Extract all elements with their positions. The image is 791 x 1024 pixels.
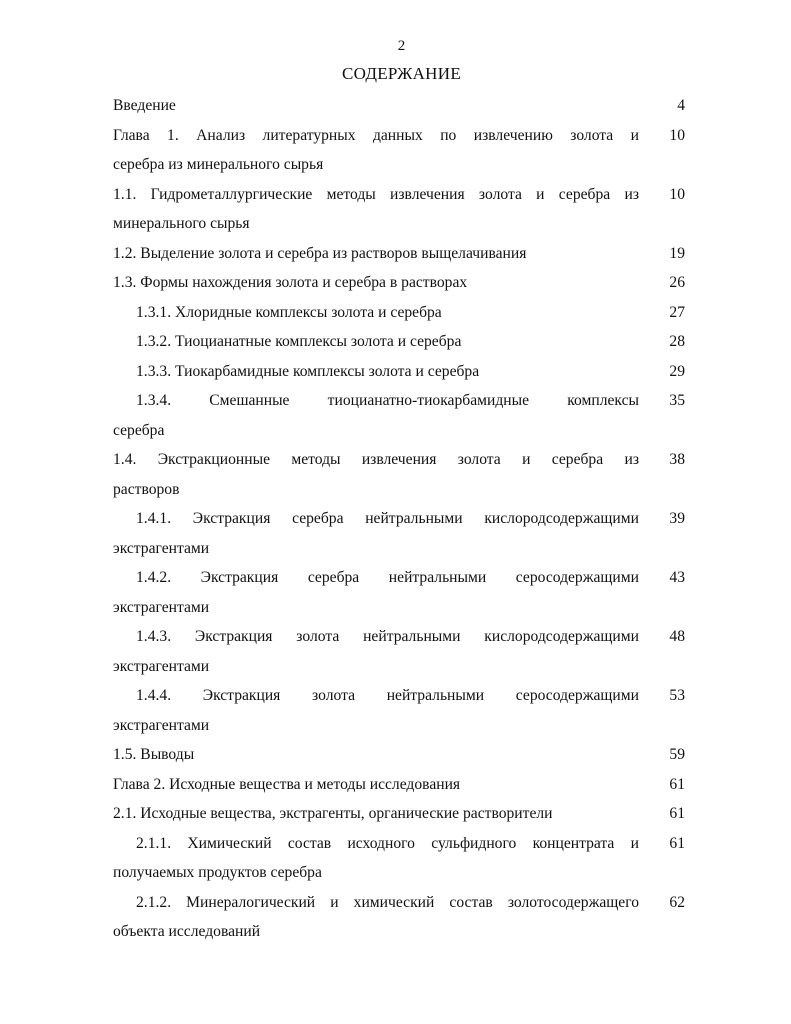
toc-entry-text: экстрагентами — [113, 598, 210, 616]
toc-entry-text: 1.4. Экстракционные методы извлечения золота и серебра из — [113, 451, 639, 468]
page-title: СОДЕРЖАНИЕ — [341, 64, 462, 83]
toc-entry-chapter-1[interactable] — [113, 121, 685, 180]
toc-entry-1-4[interactable] — [113, 445, 685, 504]
toc-page-number: 43 — [669, 569, 685, 586]
table-of-contents — [113, 91, 685, 947]
toc-entry-text: 1.2. Выделение золота и серебра из растворов выщелачивания — [113, 244, 527, 262]
toc-entry-text: 1.4.2. Экстракция серебра нейтральными серосодержащими — [136, 569, 639, 586]
toc-entry-text: 1.1. Гидрометаллургические методы извлечения золота и серебра из — [113, 185, 639, 203]
toc-page-number: 39 — [669, 510, 685, 527]
toc-entry-1-2[interactable] — [113, 239, 685, 269]
toc-entry-1-4-4[interactable] — [113, 681, 685, 740]
toc-entry-text: Глава 2. Исходные вещества и методы исследования — [113, 775, 461, 793]
toc-page-number: 10 — [669, 126, 685, 144]
toc-entry-1-3-1[interactable] — [113, 298, 685, 328]
toc-page-number: 53 — [669, 687, 685, 704]
toc-entry-text: минерального сырья — [113, 215, 250, 232]
toc-page-number: 19 — [669, 244, 685, 262]
toc-entry-text: 1.3.2. Тиоцианатные комплексы золота и серебра — [136, 333, 462, 350]
toc-entry-text: растворов — [113, 480, 180, 498]
toc-entry-chapter-2[interactable] — [113, 770, 685, 800]
toc-entry-text: серебра — [113, 421, 165, 439]
toc-entry-2-1-2[interactable] — [113, 888, 685, 947]
toc-page-number: 61 — [669, 775, 685, 793]
toc-entry-text: 2.1.1. Химический состав исходного сульфидного концентрата и — [136, 834, 639, 852]
toc-entry-text: 1.3.4. Смешанные тиоцианатно-тиокарбамидные комплексы — [136, 392, 639, 409]
toc-page-number: 27 — [669, 303, 685, 321]
toc-entry-1-1[interactable] — [113, 180, 685, 239]
toc-entry-text: объекта исследований — [113, 923, 261, 940]
toc-entry-text: 2.1. Исходные вещества, экстрагенты, органические растворители — [113, 805, 553, 822]
toc-entry-introduction[interactable] — [113, 91, 685, 121]
toc-entry-text: серебра из минерального сырья — [113, 156, 324, 173]
toc-entry-text: 1.4.3. Экстракция золота нейтральными кислородсодержащими — [136, 628, 639, 645]
toc-entry-1-3-4[interactable] — [113, 386, 685, 445]
toc-page-number: 61 — [669, 805, 685, 822]
toc-page-number: 59 — [669, 746, 685, 763]
toc-entry-1-4-3[interactable] — [113, 622, 685, 681]
toc-page-number: 26 — [669, 274, 685, 291]
toc-entry-1-3[interactable] — [113, 268, 685, 298]
toc-entry-text: Глава 1. Анализ литературных данных по извлечению золота и — [113, 126, 639, 144]
toc-page-number: 10 — [669, 185, 685, 203]
page-number: 2 — [397, 38, 406, 54]
toc-entry-text: 1.5. Выводы — [113, 746, 195, 763]
toc-page-number: 61 — [669, 834, 685, 852]
toc-entry-text: 1.3.1. Хлоридные комплексы золота и серебра — [136, 303, 442, 321]
toc-entry-text: 2.1.2. Минералогический и химический состав золотосодержащего — [136, 893, 639, 911]
toc-page-number: 38 — [669, 451, 685, 468]
toc-page-number: 4 — [677, 97, 685, 114]
toc-entry-text: экстрагентами — [113, 539, 210, 557]
toc-entry-1-5[interactable] — [113, 740, 685, 770]
toc-entry-1-4-1[interactable] — [113, 504, 685, 563]
toc-page-number: 62 — [669, 893, 685, 911]
toc-entry-text: 1.4.4. Экстракция золота нейтральными серосодержащими — [136, 687, 639, 704]
toc-entry-1-4-2[interactable] — [113, 563, 685, 622]
toc-entry-text: 1.3. Формы нахождения золота и серебра в растворах — [113, 274, 468, 291]
toc-entry-2-1[interactable] — [113, 799, 685, 829]
toc-entry-1-3-2[interactable] — [113, 327, 685, 357]
toc-entry-text: 1.3.3. Тиокарбамидные комплексы золота и серебра — [136, 362, 480, 380]
toc-entry-text: 1.4.1. Экстракция серебра нейтральными кислородсодержащими — [136, 510, 639, 527]
toc-entry-2-1-1[interactable] — [113, 829, 685, 888]
toc-entry-1-3-3[interactable] — [113, 357, 685, 387]
toc-page-number: 48 — [669, 628, 685, 645]
toc-entry-text: экстрагентами — [113, 657, 210, 675]
toc-entry-text: экстрагентами — [113, 716, 210, 734]
toc-entry-text: получаемых продуктов серебра — [113, 864, 322, 881]
toc-entry-text: Введение — [113, 97, 176, 114]
toc-page-number: 28 — [669, 333, 685, 350]
toc-page-number: 29 — [669, 362, 685, 380]
toc-page-number: 35 — [669, 392, 685, 409]
